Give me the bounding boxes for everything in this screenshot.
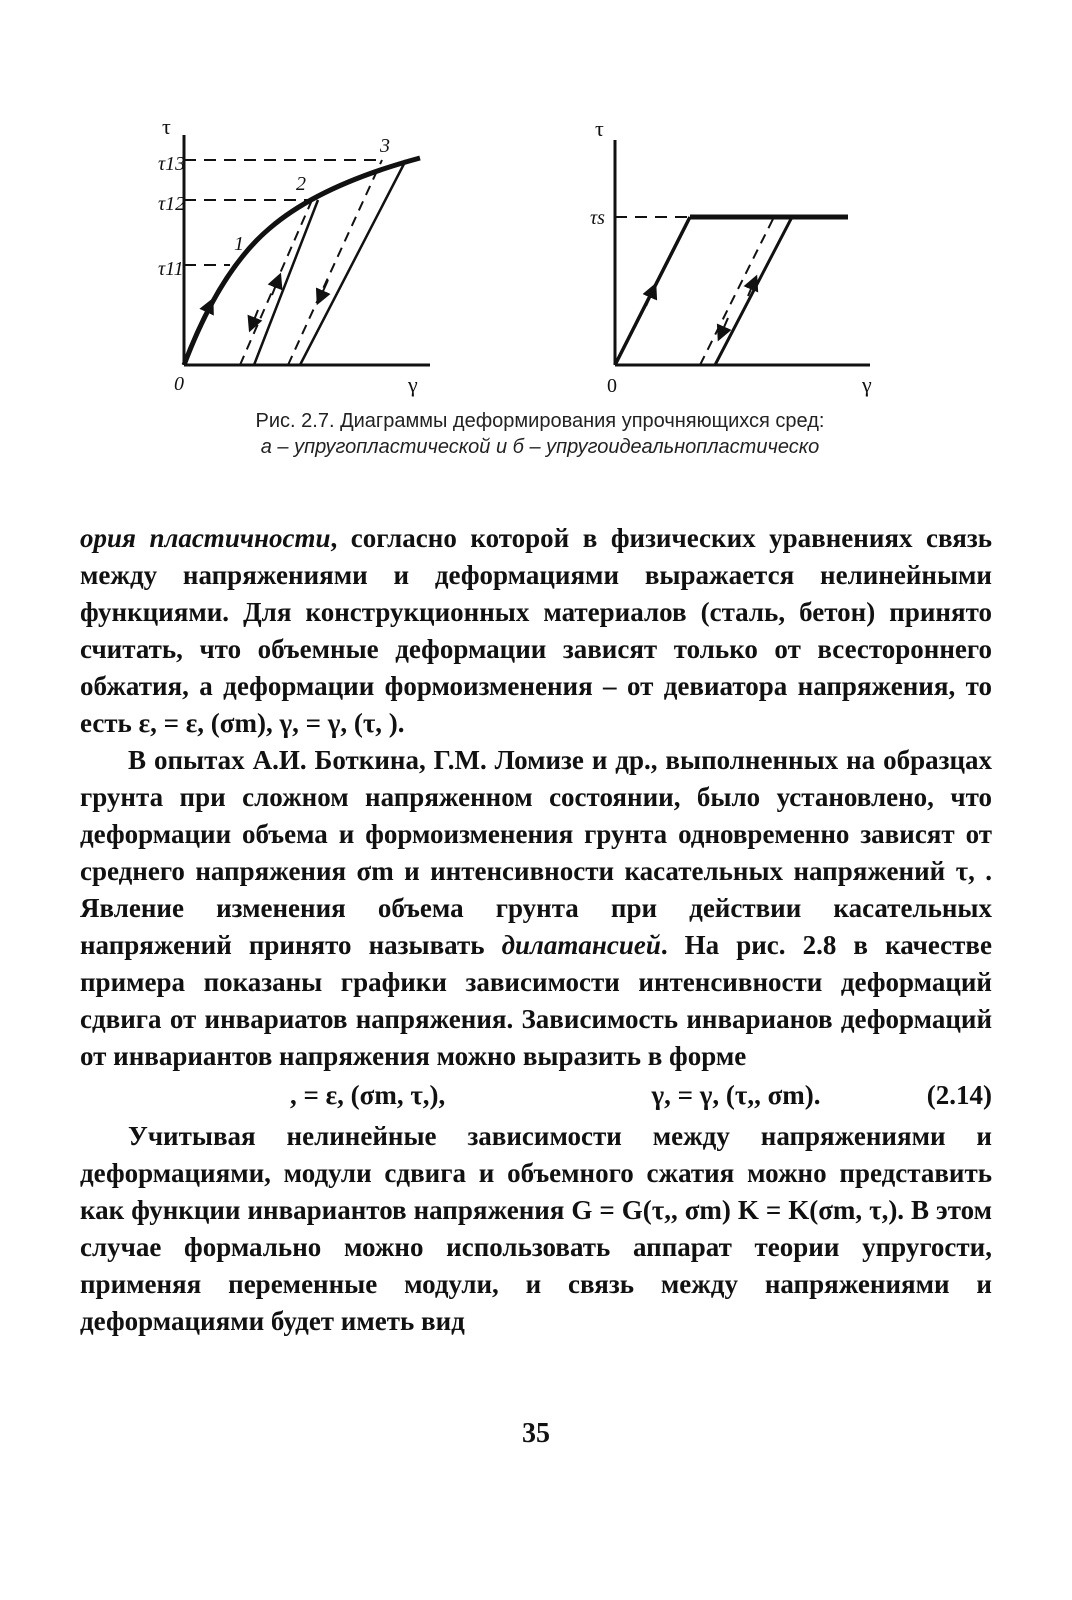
tick-tau12: τ12 xyxy=(158,193,186,215)
italic-term-dilatancy: дилатансией xyxy=(501,930,661,960)
page-number: 35 xyxy=(522,1418,550,1449)
italic-term-plasticity: ория пластичности xyxy=(80,523,331,553)
tick-tau11: τ11 xyxy=(158,258,184,280)
point-1: 1 xyxy=(234,233,244,255)
caption-line-1: Рис. 2.7. Диаграммы деформирования упрочняющихся сред: xyxy=(255,410,825,432)
equation-left: , = ε, (σm, τ,), xyxy=(290,1080,446,1110)
paragraph-3: Учитывая нелинейные зависимости между напряжениями и деформациями, модули сдвига и объемного сжатия можно представить как функции инвариантов напряжения G = G(τ,, σm) K = K(σm, τ,). В этом случае формально можно использовать аппарат теории упругости, применяя переменные модули, и связь между напряжениями и деформациями будет иметь вид xyxy=(80,1121,992,1336)
tick-tau13: τ13 xyxy=(158,153,186,175)
paragraph-2-text-a: В опытах А.И. Боткина, Г.М. Ломизе и др., выполненных на образцах грунта при сложном напряженном состоянии, было установлено, что деформации объема и формоизменения грунта одновременно зависят от среднего напряжения σm и интенсивности касательных напряжений τ, . Явление изменения объема грунта при действии касательных напряжений принято называть xyxy=(80,745,992,960)
equation-2-14 xyxy=(80,1077,992,1114)
diagram-b xyxy=(590,116,872,397)
body-text xyxy=(80,520,992,1340)
right-origin: 0 xyxy=(607,375,617,397)
paragraph-2 xyxy=(80,742,992,1075)
paragraph-1-text: , согласно которой в физических уравнениях связь между напряжениями и деформациями выражается нелинейными функциями. Для конструкционных материалов (сталь, бетон) принято считать, что объемные деформации зависят только от всестороннего обжатия, а деформации формоизменения – от девиатора напряжения, то есть ε, = ε, (σm), γ, = γ, (τ, ). xyxy=(80,523,992,738)
tick-tau-s: τs xyxy=(590,207,605,229)
point-2: 2 xyxy=(296,173,306,195)
left-origin: 0 xyxy=(174,373,184,395)
figure-caption xyxy=(150,408,930,460)
right-axis-y-label: τ xyxy=(595,116,604,141)
deformation-diagrams xyxy=(150,110,910,410)
left-axis-x-label: γ xyxy=(408,372,418,397)
diagram-a xyxy=(158,114,430,397)
paragraph-2-text-b: . На рис. 2.8 в качестве примера показаны графики зависимости интенсивности деформаций сдвига от инвариатов напряжения. Зависимость инварианов деформаций от инвариантов напряжения можно выразить в форме xyxy=(80,930,992,1071)
point-3: 3 xyxy=(380,135,390,157)
equation-middle: γ, = γ, (τ,, σm). xyxy=(651,1080,821,1110)
caption-line-2: а – упругопластической и б – упругоидеальнопластическо xyxy=(260,436,820,458)
right-axis-x-label: γ xyxy=(862,372,872,397)
figure-2-7 xyxy=(150,110,910,410)
equation-number: (2.14) xyxy=(926,1080,992,1110)
paragraph-1 xyxy=(80,520,992,742)
left-axis-y-label: τ xyxy=(162,114,171,139)
